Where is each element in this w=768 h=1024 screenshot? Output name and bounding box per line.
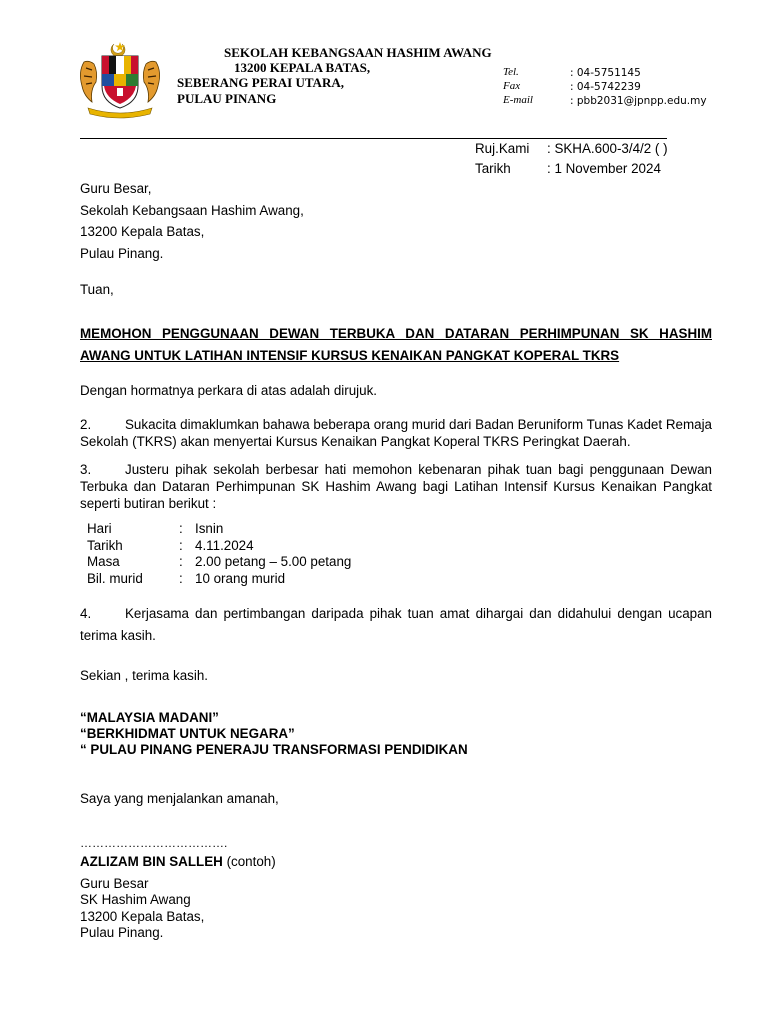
address-line1: 13200 KEPALA BATAS,	[234, 60, 371, 75]
table-row	[87, 554, 351, 571]
fax-label: Fax	[503, 80, 521, 92]
detail-sep: :	[179, 554, 183, 569]
signatory-title3: 13200 Kepala Batas,	[80, 909, 205, 924]
paragraph-4	[80, 603, 712, 647]
address-line2: SEBERANG PERAI UTARA,	[177, 75, 344, 90]
slogan-line2: “BERKHIDMAT UNTUK NEGARA”	[80, 726, 295, 741]
email-label: E-mail	[503, 94, 533, 106]
signatory-title4: Pulau Pinang.	[80, 925, 164, 940]
detail-value: Isnin	[195, 521, 224, 536]
detail-label: Hari	[87, 521, 112, 536]
subject-line1: MEMOHON PENGGUNAAN DEWAN TERBUKA DAN DATARAN PERHIMPUNAN SK HASHIM	[80, 326, 712, 341]
subject-line2: AWANG UNTUK LATIHAN INTENSIF KURSUS KENAIKAN PANGKAT KOPERAL TKRS	[80, 348, 620, 363]
table-row	[87, 521, 351, 538]
tel-value: : 04-5751145	[570, 67, 641, 79]
detail-label: Tarikh	[87, 537, 123, 553]
coat-of-arms-logo	[74, 40, 166, 122]
paragraph-2	[80, 416, 712, 450]
tel-label: Tel.	[503, 66, 519, 78]
paragraph-3	[80, 461, 712, 512]
paragraph-2-text: Sukacita dimaklumkan bahawa beberapa orang murid dari Badan Beruniform Tunas Kadet Remaja Sekolah (TKRS) akan menyertai Kursus Kenaikan Pangkat Koperal TKRS Peringkat Daerah.	[80, 417, 712, 449]
paragraph-3-number: 3.	[80, 462, 92, 477]
school-name: SEKOLAH KEBANGSAAN HASHIM AWANG	[224, 45, 492, 60]
signatory-note: (contoh)	[226, 854, 276, 869]
salutation: Tuan,	[80, 282, 114, 297]
detail-label: Masa	[87, 554, 120, 569]
recipient-line1: Guru Besar,	[80, 181, 152, 196]
detail-sep: :	[179, 570, 183, 586]
intro-paragraph: Dengan hormatnya perkara di atas adalah dirujuk.	[80, 383, 378, 398]
trust-line: Saya yang menjalankan amanah,	[80, 791, 279, 806]
details-table	[87, 521, 351, 587]
signatory-title1: Guru Besar	[80, 876, 149, 891]
date-value: : 1 November 2024	[547, 161, 661, 176]
paragraph-4-text: Kerjasama dan pertimbangan daripada pihak tuan amat dihargai dan didahului dengan ucapan terima kasih.	[80, 606, 712, 643]
detail-value: 4.11.2024	[195, 537, 254, 553]
date-label: Tarikh	[475, 161, 511, 176]
header-divider	[80, 138, 667, 139]
recipient-line2: Sekolah Kebangsaan Hashim Awang,	[80, 203, 304, 218]
signature-dots: ……………………………….	[80, 836, 228, 850]
detail-sep: :	[179, 521, 183, 536]
signatory-name: AZLIZAM BIN SALLEH	[80, 854, 223, 869]
paragraph-3-text: Justeru pihak sekolah berbesar hati memohon kebenaran pihak tuan bagi penggunaan Dewan Terbuka dan Dataran Perhimpunan SK Hashim Awang bagi Latihan Intensif Kursus Kenaikan Pangkat seperti butiran berikut :	[80, 462, 712, 511]
signatory-title2: SK Hashim Awang	[80, 892, 191, 907]
recipient-line3: 13200 Kepala Batas,	[80, 224, 205, 239]
ruj-label: Ruj.Kami	[475, 141, 530, 156]
paragraph-2-number: 2.	[80, 417, 92, 432]
slogan-line3: “ PULAU PINANG PENERAJU TRANSFORMASI PENDIDIKAN	[80, 742, 468, 757]
detail-label: Bil. murid	[87, 570, 143, 586]
closing-line: Sekian , terima kasih.	[80, 668, 209, 683]
table-row	[87, 538, 351, 555]
detail-sep: :	[179, 537, 183, 553]
ruj-value: : SKHA.600-3/4/2 ( )	[547, 141, 668, 156]
recipient-line4: Pulau Pinang.	[80, 246, 164, 261]
table-row	[87, 571, 351, 588]
signatory-name-line	[80, 854, 276, 869]
fax-value: : 04-5742239	[570, 81, 641, 93]
slogan-line1: “MALAYSIA MADANI”	[80, 710, 219, 725]
paragraph-4-number: 4.	[80, 606, 92, 621]
detail-value: 2.00 petang – 5.00 petang	[195, 554, 352, 569]
address-line3: PULAU PINANG	[177, 91, 277, 106]
email-value: : pbb2031@jpnpp.edu.my	[570, 95, 707, 107]
detail-value: 10 orang murid	[195, 570, 286, 586]
letter-subject	[80, 323, 712, 367]
